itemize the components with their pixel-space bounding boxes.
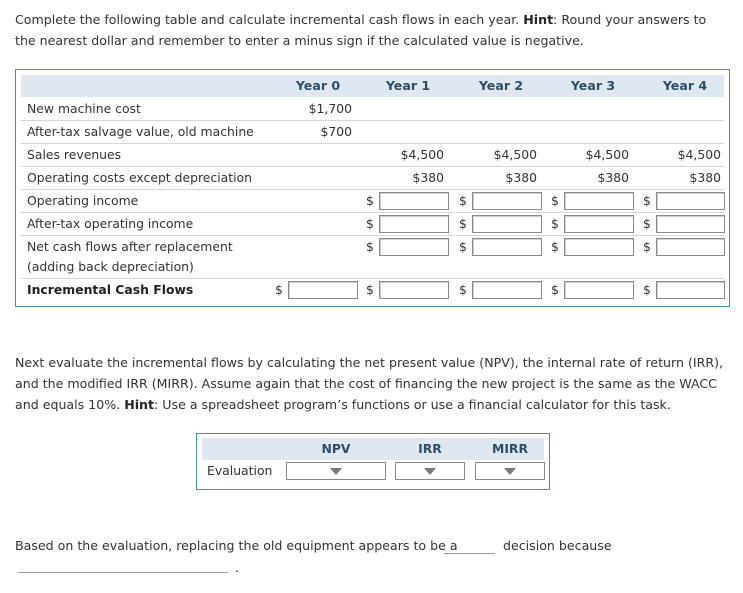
input-operating-income-year-1[interactable] <box>379 192 449 210</box>
cash-flow-table <box>15 69 730 307</box>
cell-opcost-year-4: $380 <box>689 170 721 185</box>
cell-opcost-year-3: $380 <box>597 170 629 185</box>
hint-label: Hint <box>523 12 554 27</box>
cell-sales-year-2: $4,500 <box>493 147 537 162</box>
row-label-after-tax-operating-income: After-tax operating income <box>27 216 194 231</box>
input-incremental-cf-year-0[interactable] <box>288 281 358 299</box>
decision-blank[interactable] <box>444 553 495 554</box>
row-label-sales-revenues: Sales revenues <box>27 147 122 162</box>
eval-header-mirr: MIRR <box>491 441 529 456</box>
input-incremental-cf-year-1[interactable] <box>379 281 449 299</box>
reason-blank[interactable] <box>18 572 228 573</box>
evaluation-text-part-2: : Use a spreadsheet program’s functions or use a financial calculator for this task. <box>154 397 671 412</box>
input-incremental-cf-year-4[interactable] <box>656 281 725 299</box>
row-separator <box>21 143 724 144</box>
evaluation-table <box>196 433 550 490</box>
input-net-cash-flow-year-2[interactable] <box>472 238 542 256</box>
dollar-sign: $ <box>643 239 651 254</box>
dropdown-arrow-icon <box>504 468 516 475</box>
input-operating-income-year-4[interactable] <box>656 192 725 210</box>
select-irr[interactable] <box>395 462 465 480</box>
dollar-sign: $ <box>551 282 559 297</box>
row-separator <box>21 212 724 213</box>
conclusion-text-before: Based on the evaluation, replacing the old equipment appears to be a <box>15 538 458 553</box>
row-separator <box>21 278 724 279</box>
cell-salvage-value-year-0: $700 <box>320 124 352 139</box>
eval-header-npv: NPV <box>321 441 351 456</box>
input-after-tax-op-income-year-3[interactable] <box>564 215 634 233</box>
dollar-sign: $ <box>551 239 559 254</box>
dollar-sign: $ <box>366 216 374 231</box>
dollar-sign: $ <box>459 193 467 208</box>
input-net-cash-flow-year-4[interactable] <box>656 238 725 256</box>
input-after-tax-op-income-year-4[interactable] <box>656 215 725 233</box>
eval-header-irr: IRR <box>418 441 442 456</box>
row-label-incremental-cash-flows: Incremental Cash Flows <box>27 282 194 297</box>
input-net-cash-flow-year-1[interactable] <box>379 238 449 256</box>
dropdown-arrow-icon <box>330 468 342 475</box>
input-operating-income-year-2[interactable] <box>472 192 542 210</box>
input-incremental-cf-year-2[interactable] <box>472 281 542 299</box>
col-header-year-4: Year 4 <box>662 78 708 93</box>
cell-sales-year-4: $4,500 <box>677 147 721 162</box>
select-mirr[interactable] <box>475 462 545 480</box>
input-net-cash-flow-year-3[interactable] <box>564 238 634 256</box>
evaluation-text-part-1: Next evaluate the incremental flows by calculating the net present value (NPV), the internal rate of return (IRR), and the modified IRR (MIRR). Assume again that the cost of financing the new project is the same as the WACC and equals 10%. <box>15 355 724 412</box>
cell-sales-year-3: $4,500 <box>585 147 629 162</box>
row-separator <box>21 120 724 121</box>
row-label-operating-costs: Operating costs except depreciation <box>27 170 252 185</box>
row-label-net-cash-flows-line2: (adding back depreciation) <box>27 259 194 274</box>
dollar-sign: $ <box>643 193 651 208</box>
input-after-tax-op-income-year-2[interactable] <box>472 215 542 233</box>
dollar-sign: $ <box>366 193 374 208</box>
instructions-part-2: : Round your answers to the nearest dollar and remember to enter a minus sign if the calculated value is negative. <box>15 12 707 48</box>
row-label-salvage-value: After-tax salvage value, old machine <box>27 124 254 139</box>
cell-opcost-year-2: $380 <box>505 170 537 185</box>
dollar-sign: $ <box>366 239 374 254</box>
cell-new-machine-cost-year-0: $1,700 <box>308 101 352 116</box>
instructions-part-1: Complete the following table and calculate incremental cash flows in each year. <box>15 12 520 27</box>
row-separator <box>21 166 724 167</box>
col-header-year-0: Year 0 <box>295 78 341 93</box>
dollar-sign: $ <box>551 193 559 208</box>
cell-opcost-year-1: $380 <box>412 170 444 185</box>
input-after-tax-op-income-year-1[interactable] <box>379 215 449 233</box>
cell-sales-year-1: $4,500 <box>400 147 444 162</box>
dropdown-arrow-icon <box>424 468 436 475</box>
row-separator <box>21 235 724 236</box>
dollar-sign: $ <box>366 282 374 297</box>
dollar-sign: $ <box>275 282 283 297</box>
col-header-year-1: Year 1 <box>385 78 431 93</box>
dollar-sign: $ <box>459 282 467 297</box>
col-header-year-2: Year 2 <box>478 78 524 93</box>
row-label-new-machine-cost: New machine cost <box>27 101 141 116</box>
eval-row-label: Evaluation <box>207 463 273 478</box>
dollar-sign: $ <box>459 239 467 254</box>
input-operating-income-year-3[interactable] <box>564 192 634 210</box>
hint-label: Hint <box>124 397 155 412</box>
row-label-net-cash-flows: Net cash flows after replacement <box>27 239 233 254</box>
col-header-year-3: Year 3 <box>570 78 616 93</box>
input-incremental-cf-year-3[interactable] <box>564 281 634 299</box>
select-npv[interactable] <box>286 462 386 480</box>
instructions-text <box>15 9 730 51</box>
row-separator <box>21 189 724 190</box>
dollar-sign: $ <box>551 216 559 231</box>
dollar-sign: $ <box>643 216 651 231</box>
row-label-operating-income: Operating income <box>27 193 139 208</box>
evaluation-instructions <box>15 352 730 415</box>
conclusion-text-after: decision because <box>503 538 612 553</box>
conclusion-period: . <box>235 560 240 575</box>
dollar-sign: $ <box>459 216 467 231</box>
dollar-sign: $ <box>643 282 651 297</box>
